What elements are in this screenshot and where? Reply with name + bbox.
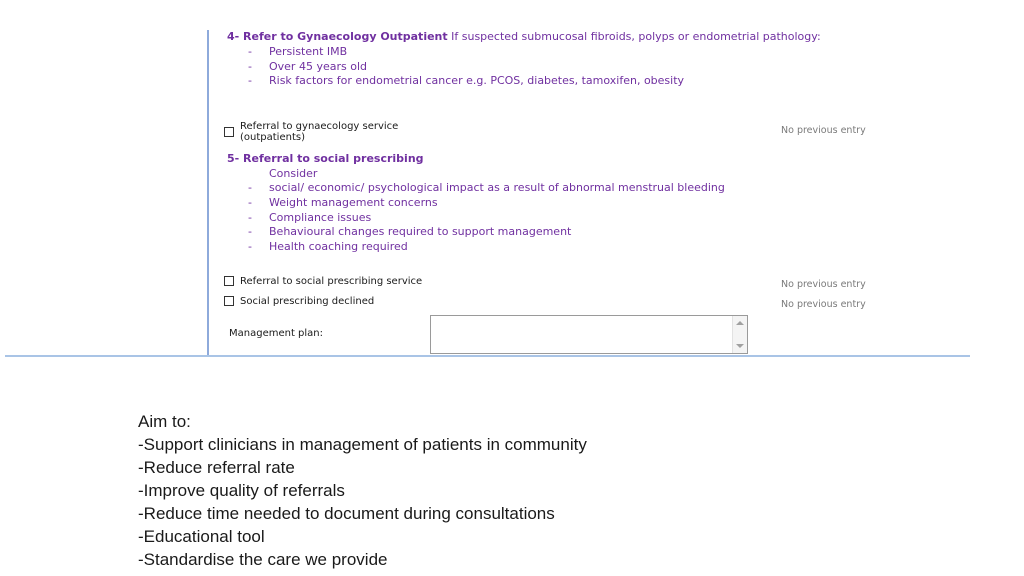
section-5-bullet-5: Health coaching required (269, 240, 408, 253)
aims-item: -Standardise the care we provide (138, 550, 388, 569)
aims-item: -Reduce time needed to document during consultations (138, 504, 555, 523)
section-4-bullet-1: Persistent IMB (269, 45, 348, 58)
bullet-dash: - (248, 45, 252, 58)
social-declined-label: Social prescribing declined (240, 296, 375, 307)
section-5-bullet-4: Behavioural changes required to support management (269, 225, 572, 238)
gyn-referral-checkbox[interactable] (224, 127, 234, 137)
scroll-up-arrow-icon[interactable] (736, 321, 744, 325)
bullet-dash: - (248, 60, 252, 73)
aims-item: -Improve quality of referrals (138, 481, 345, 500)
section-4-heading (227, 30, 821, 43)
form-bottom-border (5, 355, 970, 357)
section-4-title: 4- Refer to Gynaecology Outpatient (227, 30, 448, 43)
aims-heading: Aim to: (138, 412, 191, 431)
aims-item: -Support clinicians in management of patients in community (138, 435, 587, 454)
section-4-bullet-2: Over 45 years old (269, 60, 367, 73)
social-declined-status: No previous entry (781, 299, 866, 310)
social-referral-label: Referral to social prescribing service (240, 276, 423, 287)
section-4-bullet-3: Risk factors for endometrial cancer e.g. PCOS, diabetes, tamoxifen, obesity (269, 74, 685, 87)
bullet-dash: - (248, 211, 252, 224)
section-5-bullet-2: Weight management concerns (269, 196, 438, 209)
management-plan-textarea[interactable] (430, 315, 748, 354)
section-5-heading (227, 152, 424, 165)
aims-list (138, 410, 587, 571)
bullet-dash: - (248, 225, 252, 238)
section-4-condition: If suspected submucosal fibroids, polyps or endometrial pathology: (447, 30, 821, 43)
social-referral-status: No previous entry (781, 279, 866, 290)
form-left-border (207, 30, 209, 356)
management-plan-scrollbar[interactable] (732, 316, 747, 353)
section-5-title: 5- Referral to social prescribing (227, 152, 424, 165)
section-5-bullet-3: Compliance issues (269, 211, 372, 224)
aims-item: -Reduce referral rate (138, 458, 295, 477)
social-declined-checkbox[interactable] (224, 296, 234, 306)
section-5-intro: Consider (269, 167, 318, 180)
bullet-dash: - (248, 196, 252, 209)
aims-item: -Educational tool (138, 527, 265, 546)
gyn-referral-status: No previous entry (781, 125, 866, 136)
bullet-dash: - (248, 74, 252, 87)
gyn-referral-label: Referral to gynaecology service (outpatients) (240, 121, 399, 143)
scroll-down-arrow-icon[interactable] (736, 344, 744, 348)
management-plan-label: Management plan: (229, 328, 324, 339)
social-referral-checkbox[interactable] (224, 276, 234, 286)
bullet-dash: - (248, 240, 252, 253)
section-5-bullet-1: social/ economic/ psychological impact as a result of abnormal menstrual bleeding (269, 181, 725, 194)
bullet-dash: - (248, 181, 252, 194)
